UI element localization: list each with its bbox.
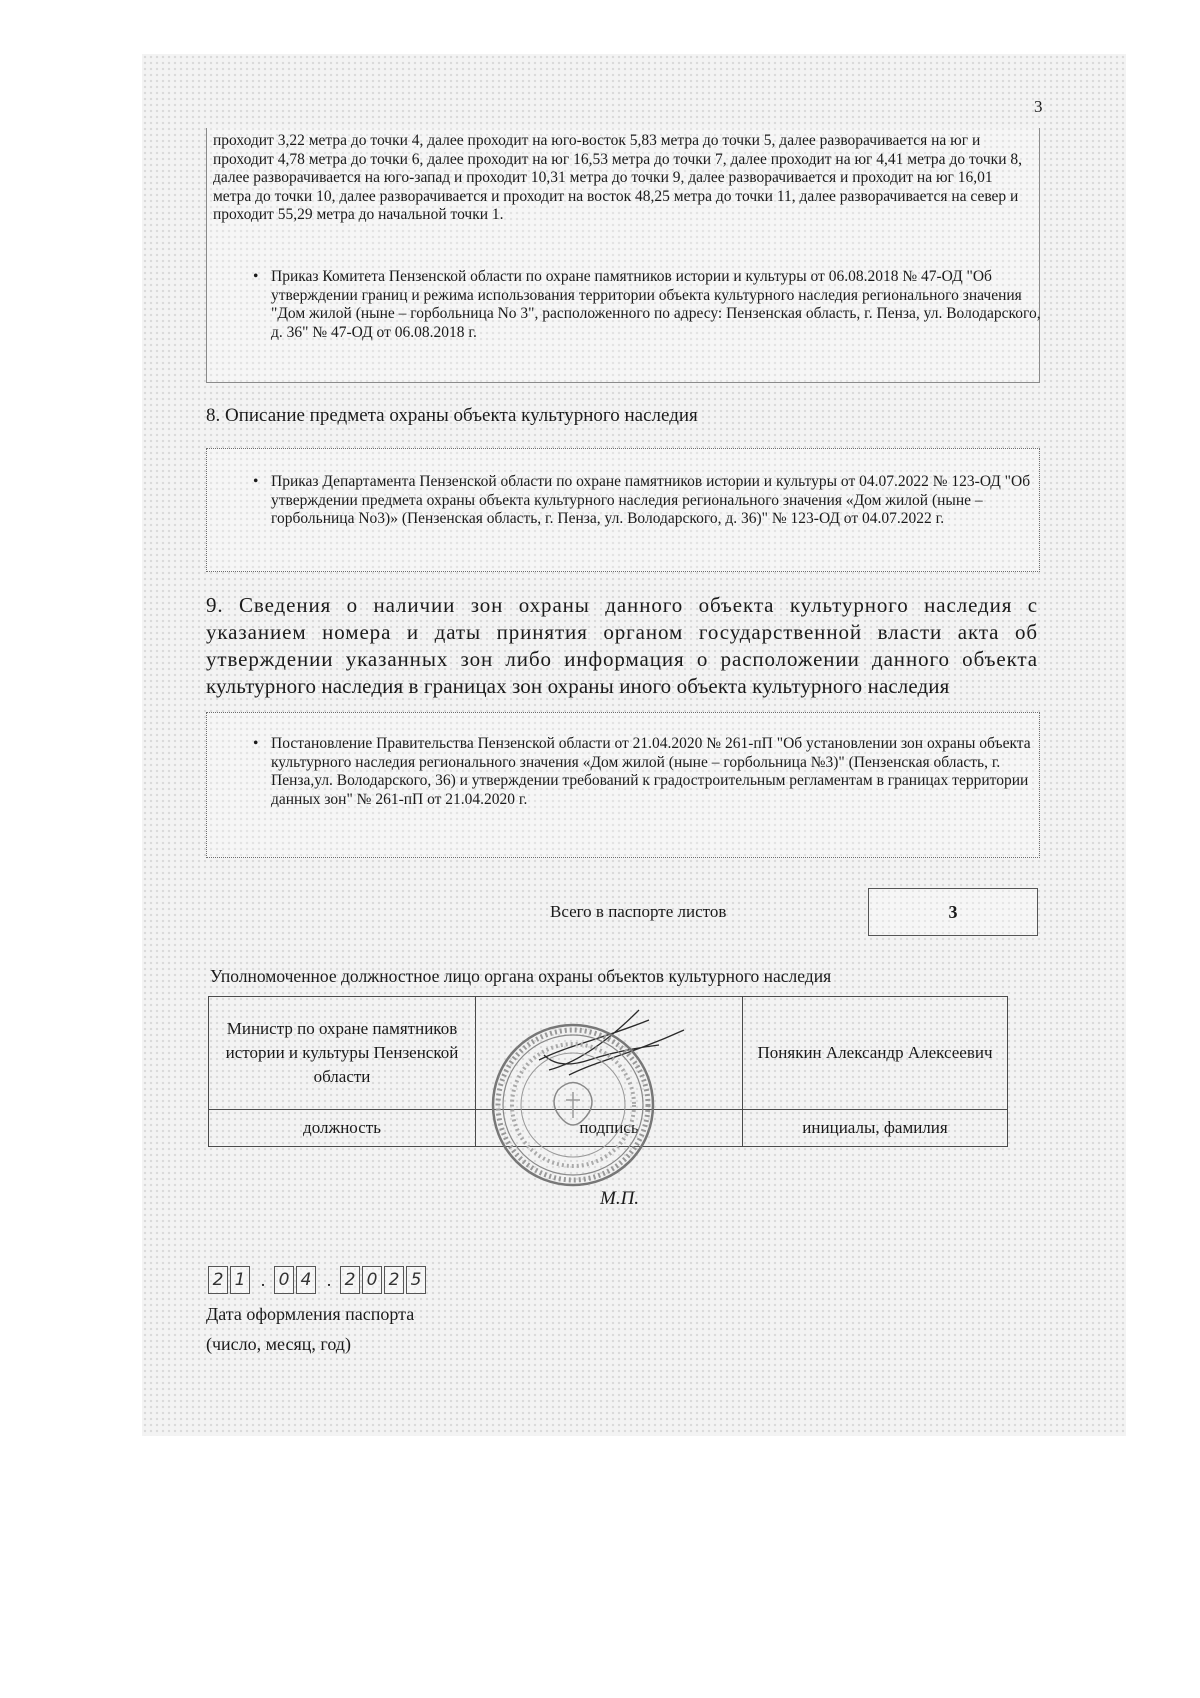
section8-bullet: [253, 473, 1043, 529]
date-digit: 2: [384, 1266, 404, 1294]
section9-heading: [206, 592, 1038, 700]
section9-bullet: [253, 735, 1043, 809]
date-digit: 0: [274, 1266, 294, 1294]
name-column-label: инициалы, фамилия: [743, 1110, 1008, 1147]
date-digit: 4: [296, 1266, 316, 1294]
section7-box: [206, 128, 1040, 383]
section8-bullet-text: Приказ Департамента Пензенской области по охране памятников истории и культуры от 04.07.2022 № 123-ОД "Об утверждении предмета охраны объекта культурного наследия регионального значения «Дом жилой (ныне – горбольница No3)» (Пензенская область, г. Пенза, ул. Володарского, д. 36)" № 123-ОД от 04.07.2022 г.: [271, 473, 1031, 528]
section7-bullet: [253, 268, 1043, 342]
bullet-icon: •: [253, 268, 259, 285]
date-separator: .: [260, 1269, 266, 1290]
date-hint: (число, месяц, год): [206, 1334, 351, 1354]
date-month: [274, 1266, 318, 1294]
authorized-person-title: Уполномоченное должностное лицо органа охраны объектов культурного наследия: [210, 966, 832, 986]
date-fields: [208, 1266, 428, 1294]
page-number: 3: [1034, 97, 1043, 116]
official-stamp-icon: [488, 1020, 658, 1190]
bullet-icon: •: [253, 473, 259, 490]
date-year: [340, 1266, 428, 1294]
total-sheets-value: 3: [868, 888, 1038, 936]
name-cell: Понякин Александр Алексеевич: [743, 997, 1008, 1110]
total-sheets-label: Всего в паспорте листов: [550, 902, 727, 921]
stamp-label: М.П.: [600, 1188, 640, 1209]
date-day: [208, 1266, 252, 1294]
date-digit: 5: [406, 1266, 426, 1294]
section9-box: [206, 712, 1040, 858]
signature-column-label: подпись: [476, 1110, 743, 1147]
section7-bullet-text: Приказ Комитета Пензенской области по охране памятников истории и культуры от 06.08.2018 № 47-ОД "Об утверждении границ и режима использования территории объекта культурного наследия регионального значения "Дом жилой (ныне – горбольница No 3", расположенного по адресу: Пензенская область, г. Пенза, ул. Володарского, д. 36" № 47-ОД от 06.08.2018 г.: [271, 268, 1041, 341]
date-digit: 2: [340, 1266, 360, 1294]
position-column-label: должность: [209, 1110, 476, 1147]
section9-heading-text: 9. Сведения о наличии зон охраны данного объекта культурного наследия с указанием номера и даты принятия органом государственной власти акта об утверждении указанных зон либо информация о расположении данного объекта: [206, 593, 1038, 671]
bullet-icon: •: [253, 735, 259, 752]
date-digit: 0: [362, 1266, 382, 1294]
date-label: Дата оформления паспорта: [206, 1304, 415, 1324]
date-separator: .: [326, 1269, 332, 1290]
section9-heading-last-line: культурного наследия в границах зон охраны иного объекта культурного наследия: [206, 674, 950, 698]
section9-bullet-text: Постановление Правительства Пензенской области от 21.04.2020 № 261-пП "Об установлении зон охраны объекта культурного наследия регионального значения «Дом жилой (ныне – горбольница №3)" (Пензенская область, г. Пенза,ул. Володарского, 36) и утверждении требований к градостроительным регламентам в границах территории данных зон" № 261-пП от 21.04.2020 г.: [271, 735, 1031, 808]
section8-heading: 8. Описание предмета охраны объекта культурного наследия: [206, 405, 698, 426]
date-digit: 1: [230, 1266, 250, 1294]
position-cell: Министр по охране памятников истории и культуры Пензенской области: [209, 997, 476, 1110]
section7-continuation-text: проходит 3,22 метра до точки 4, далее проходит на юго-восток 5,83 метра до точки 5, далее разворачивается на юг и проходит 4,78 метра до точки 6, далее проходит на юг 16,53 метра до точки 7, далее проходит на юг 4,41 метра до точки 8, далее разворачивается на юго-запад и проходит 10,31 метра до точки 9, далее разворачивается и проходит на юг 16,01 метра до точки 10, далее разворачивается и проходит на восток 48,25 метра до точки 11, далее разворачивается на север и проходит 55,29 метра до начальной точки 1.: [213, 132, 1022, 224]
date-digit: 2: [208, 1266, 228, 1294]
section8-box: [206, 448, 1040, 572]
